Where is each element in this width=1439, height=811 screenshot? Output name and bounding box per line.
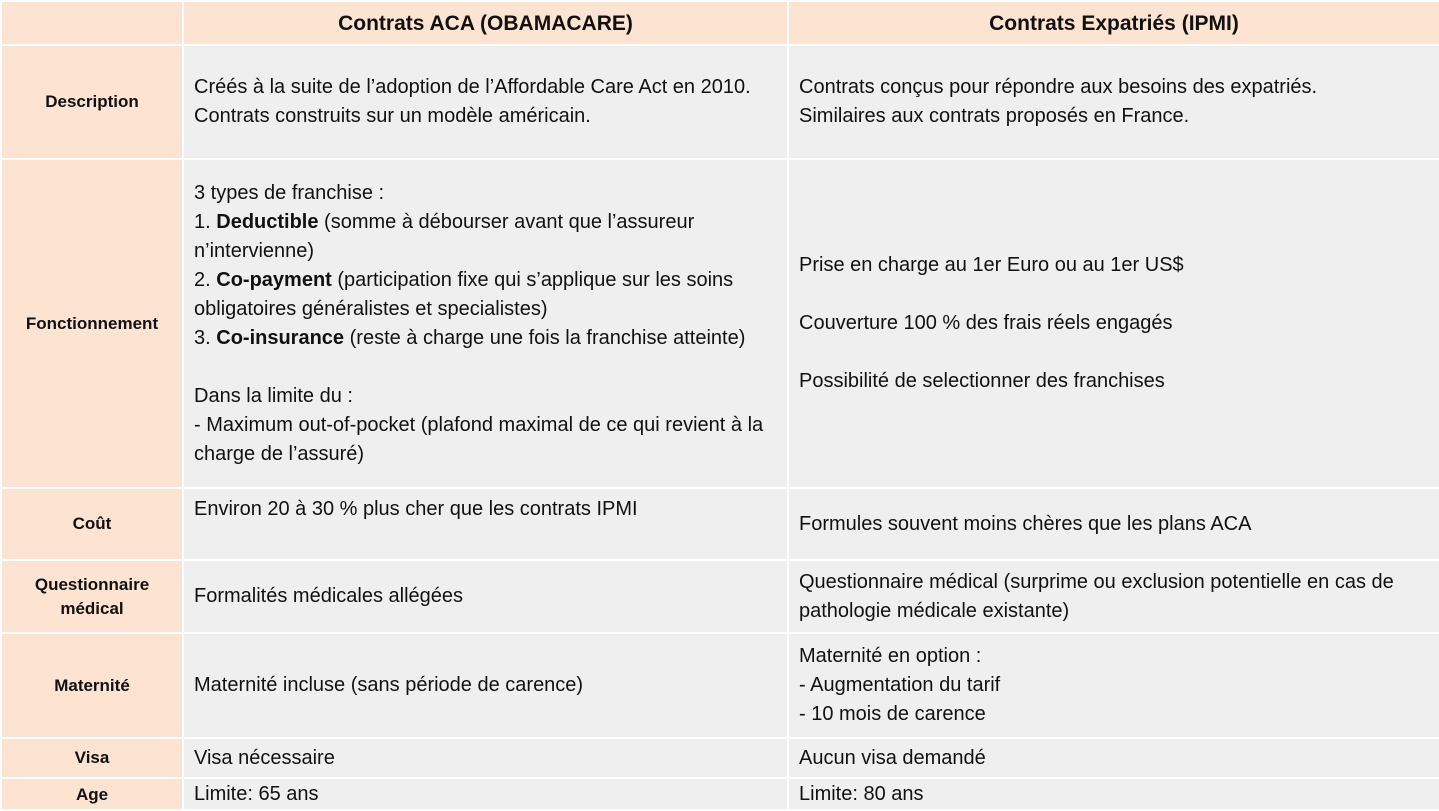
row-label-description: Description: [1, 45, 183, 159]
spacer: [194, 353, 777, 382]
limit-item: - Maximum out-of-pocket (plafond maximal de ce qui revient à la charge de l’assuré): [194, 413, 764, 465]
corner-cell: [1, 1, 183, 45]
franchise-item-3: [194, 324, 777, 353]
row-cout: [1, 488, 1439, 560]
visa-aca: Visa nécessaire: [183, 738, 788, 778]
fonctionnement-ipmi-line-3: Possibilité de selectionner des franchises: [799, 370, 1165, 392]
cout-ipmi: Formules souvent moins chères que les plans ACA: [788, 488, 1439, 560]
questionnaire-aca: Formalités médicales allégées: [183, 560, 788, 633]
franchise-item-1: [194, 208, 777, 266]
row-fonctionnement: [1, 159, 1439, 488]
maternite-ipmi-line-1: Maternité en option :: [799, 645, 982, 667]
column-header-aca: Contrats ACA (OBAMACARE): [183, 1, 788, 45]
questionnaire-ipmi: Questionnaire médical (surprime ou exclusion potentielle en cas de pathologie médicale existante): [788, 560, 1439, 633]
franchise-item-1-text: (somme à débourser avant que l’assureur n’intervienne): [194, 210, 695, 262]
description-aca-line-2: Contrats construits sur un modèle américain.: [194, 105, 591, 127]
row-label-cout: Coût: [1, 488, 183, 560]
franchise-item-3-term: Co-insurance: [216, 326, 345, 349]
row-label-fonctionnement: Fonctionnement: [1, 159, 183, 488]
age-ipmi: Limite: 80 ans: [788, 778, 1439, 810]
franchise-item-3-text: (reste à charge une fois la franchise atteinte): [344, 326, 746, 349]
franchise-item-2-text: (participation fixe qui s’applique sur les soins obligatoires généralistes et specialistes): [194, 268, 734, 320]
franchise-item-1-term: Deductible: [216, 210, 319, 233]
description-aca-line-1: Créés à la suite de l’adoption de l’Affordable Care Act en 2010.: [194, 76, 751, 98]
franchise-item-2-num: 2.: [194, 268, 217, 291]
row-label-maternite: Maternité: [1, 633, 183, 738]
column-header-ipmi: Contrats Expatriés (IPMI): [788, 1, 1439, 45]
limit-intro: Dans la limite du :: [194, 384, 353, 407]
maternite-aca: Maternité incluse (sans période de carence): [183, 633, 788, 738]
description-ipmi-line-1: Contrats conçus pour répondre aux besoins des expatriés.: [799, 76, 1318, 98]
description-ipmi-line-2: Similaires aux contrats proposés en France.: [799, 105, 1190, 127]
franchise-item-2: [194, 266, 777, 324]
spacer: [799, 338, 1429, 367]
row-visa: [1, 738, 1439, 778]
row-questionnaire: [1, 560, 1439, 633]
row-label-age: Age: [1, 778, 183, 810]
franchise-item-1-num: 1.: [194, 210, 217, 233]
fonctionnement-aca: [183, 159, 788, 488]
franchise-intro: 3 types de franchise :: [194, 181, 385, 204]
row-label-questionnaire: Questionnaire médical: [1, 560, 183, 633]
maternite-ipmi: [788, 633, 1439, 738]
age-aca: Limite: 65 ans: [183, 778, 788, 810]
maternite-ipmi-line-3: - 10 mois de carence: [799, 703, 986, 725]
row-maternite: [1, 633, 1439, 738]
description-ipmi: [788, 45, 1439, 159]
row-age: [1, 778, 1439, 810]
fonctionnement-ipmi: [788, 159, 1439, 488]
franchise-item-3-num: 3.: [194, 326, 217, 349]
description-aca: [183, 45, 788, 159]
fonctionnement-ipmi-line-1: Prise en charge au 1er Euro ou au 1er US$: [799, 254, 1184, 276]
maternite-ipmi-line-2: - Augmentation du tarif: [799, 674, 1001, 696]
row-label-visa: Visa: [1, 738, 183, 778]
franchise-item-2-term: Co-payment: [216, 268, 332, 291]
fonctionnement-ipmi-line-2: Couverture 100 % des frais réels engagés: [799, 312, 1173, 334]
cout-aca: Environ 20 à 30 % plus cher que les contrats IPMI: [183, 488, 788, 560]
visa-ipmi: Aucun visa demandé: [788, 738, 1439, 778]
header-row: [1, 1, 1439, 45]
row-description: [1, 45, 1439, 159]
spacer: [799, 280, 1429, 309]
